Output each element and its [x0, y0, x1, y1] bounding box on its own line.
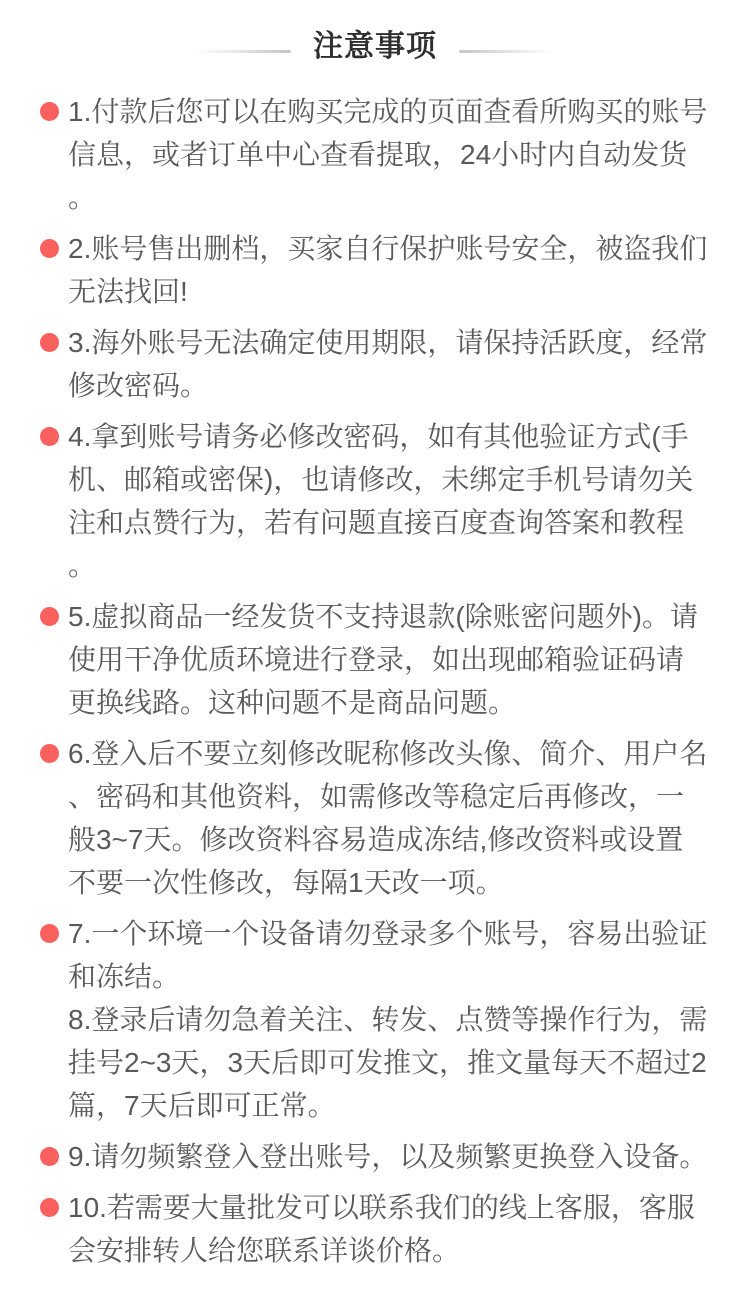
- notice-text: 6.登入后不要立刻修改昵称修改头像、简介、用户名、密码和其他资料，如需修改等稳定后再修改，一般3~7天。修改资料容易造成冻结,修改资料或设置不要一次性修改，每隔1天改一项。: [68, 738, 708, 898]
- bullet-dot-icon: [40, 1198, 59, 1217]
- list-item: [40, 415, 710, 587]
- notice-text: 10.若需要大量批发可以联系我们的线上客服，客服会安排转人给您联系详谈价格。: [68, 1192, 695, 1266]
- bullet-dot-icon: [40, 102, 59, 121]
- list-item: [40, 1186, 710, 1272]
- list-item: [40, 595, 710, 724]
- bullet-dot-icon: [40, 1147, 59, 1166]
- bullet-dot-icon: [40, 239, 59, 258]
- list-item: [40, 912, 710, 998]
- notice-text: 3.海外账号无法确定使用期限，请保持活跃度，经常修改密码。: [68, 327, 708, 401]
- notice-text: 7.一个环境一个设备请勿登录多个账号，容易出验证和冻结。: [68, 918, 708, 992]
- notice-text: 1.付款后您可以在购买完成的页面查看所购买的账号信息，或者订单中心查看提取，24小时内自动发货。: [68, 96, 708, 213]
- title-row: [40, 30, 710, 64]
- notice-text: 9.请勿频繁登入登出账号，以及频繁更换登入设备。: [68, 1141, 708, 1172]
- notice-list: [40, 90, 710, 1272]
- bullet-dot-icon: [40, 744, 59, 763]
- list-item: [40, 90, 710, 219]
- list-item: [40, 732, 710, 904]
- bullet-dot-icon: [40, 607, 59, 626]
- bullet-dot-icon: [40, 924, 59, 943]
- list-item: [40, 227, 710, 313]
- bullet-dot-icon: [40, 427, 59, 446]
- notice-text: 8.登录后请勿急着关注、转发、点赞等操作行为，需挂号2~3天，3天后即可发推文，推文量每天不超过2篇，7天后即可正常。: [68, 1004, 708, 1121]
- notice-text: 2.账号售出删档，买家自行保护账号安全，被盗我们无法找回!: [68, 233, 708, 307]
- list-item: [40, 998, 710, 1127]
- notice-text: 5.虚拟商品一经发货不支持退款(除账密问题外)。请使用干净优质环境进行登录，如出现邮箱验证码请更换线路。这种问题不是商品问题。: [68, 601, 699, 718]
- bullet-dot-icon: [40, 333, 59, 352]
- list-item: [40, 321, 710, 407]
- title-divider-right: [459, 50, 555, 53]
- list-item: [40, 1135, 710, 1178]
- notice-text: 4.拿到账号请务必修改密码，如有其他验证方式(手机、邮箱或密保)，也请修改，未绑定手机号请勿关注和点赞行为，若有问题直接百度查询答案和教程。: [68, 421, 694, 581]
- page-title: 注意事项: [313, 30, 437, 63]
- title-divider-left: [195, 50, 291, 53]
